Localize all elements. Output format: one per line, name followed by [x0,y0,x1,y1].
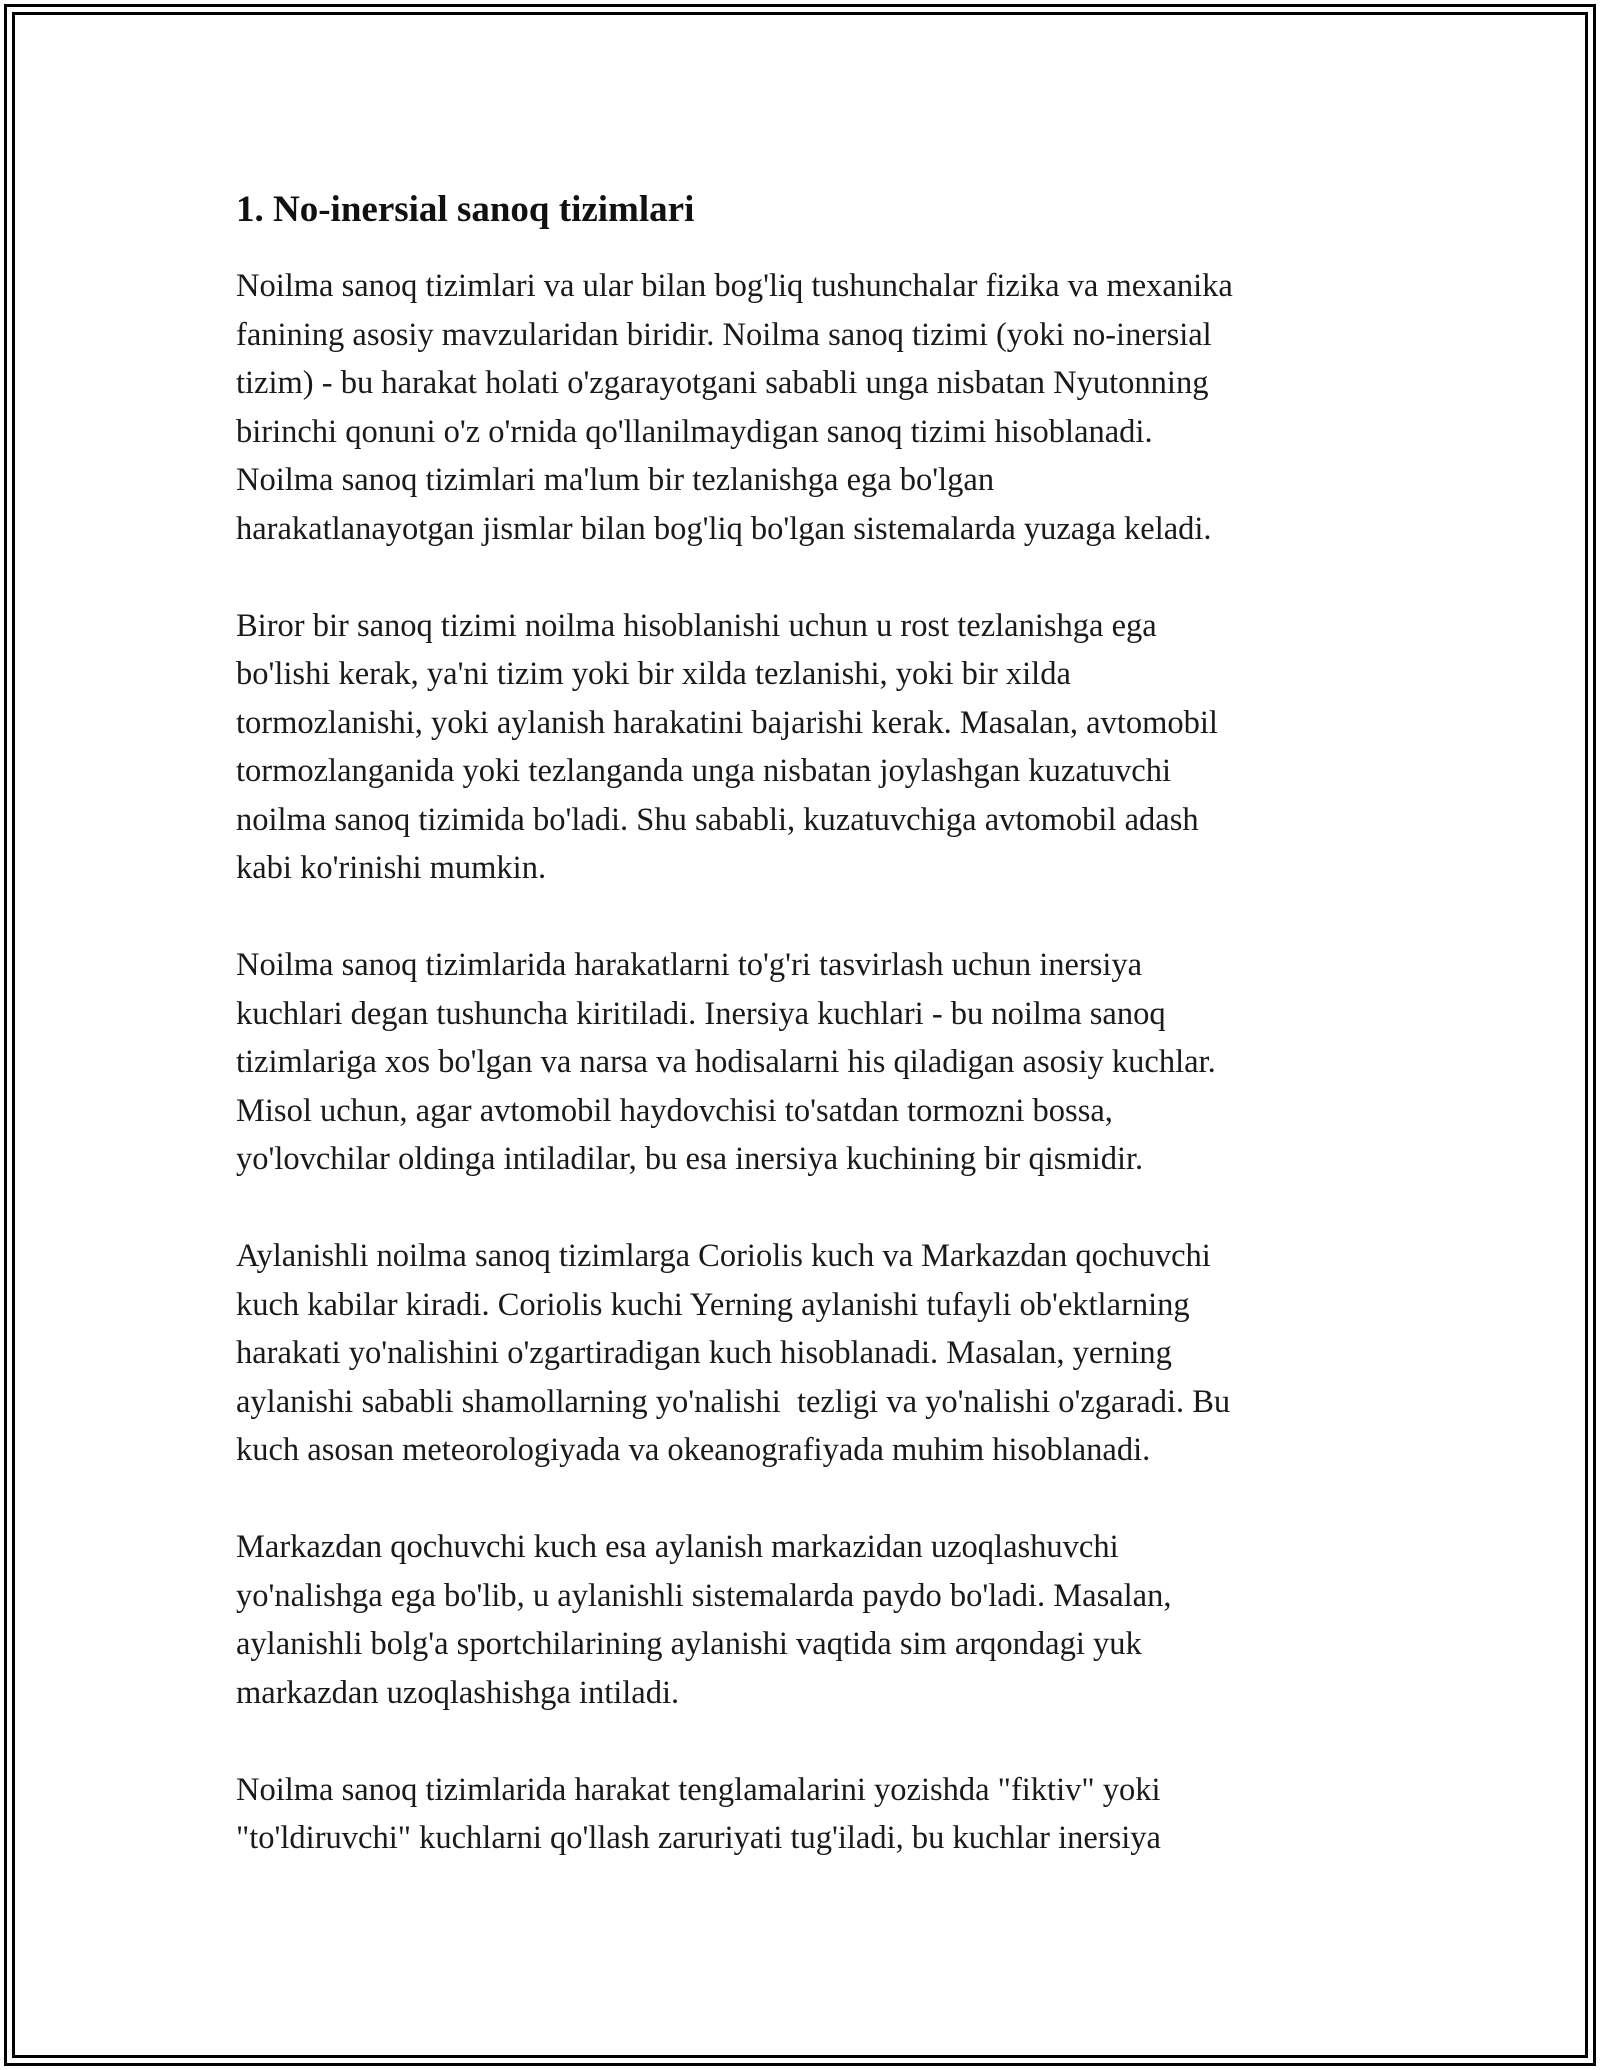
text-line: kuch kabilar kiradi. Coriolis kuchi Yerning aylanishi tufayli ob'ektlarning [236,1286,1190,1323]
text-line: aylanishli bolg'a sportchilarining aylanishi vaqtida sim arqondagi yuk [236,1626,1142,1662]
text-line: yo'lovchilar oldinga intiladilar, bu esa inersiya kuchining bir qismidir. [236,1141,1144,1177]
paragraph-4 [236,1232,1386,1475]
paragraph-1 [236,262,1386,553]
text-line: tormozlanganida yoki tezlanganda unga nisbatan joylashgan kuzatuvchi [236,753,1171,789]
text-line: kuch asosan meteorologiyada va okeanografiyada muhim hisoblanadi. [236,1432,1151,1468]
text-line: tormozlanishi, yoki aylanish harakatini bajarishi kerak. Masalan, avtomobil [236,704,1218,741]
text-line: Noilma sanoq tizimlari va ular bilan bog'liq tushunchalar fizika va mexanika [236,268,1233,304]
text-line: tizimlariga xos bo'lgan va narsa va hodisalarni his qiladigan asosiy kuchlar. [236,1044,1216,1080]
text-line: Noilma sanoq tizimlari ma'lum bir tezlanishga ega bo'lgan [236,462,995,498]
paragraph-2 [236,602,1386,893]
text-line: bo'lishi kerak, ya'ni tizim yoki bir xilda tezlanishi, yoki bir xilda [236,656,1071,692]
text-line: yo'nalishga ega bo'lib, u aylanishli sistemalarda paydo bo'ladi. Masalan, [236,1577,1172,1614]
text-line: Aylanishli noilma sanoq tizimlarga Coriolis kuch va Markazdan qochuvchi [236,1238,1211,1274]
text-line: harakati yo'nalishini o'zgartiradigan kuch hisoblanadi. Masalan, yerning [236,1335,1172,1371]
text-line: Noilma sanoq tizimlarida harakatlarni to'g'ri tasvirlash uchun inersiya [236,947,1143,983]
text-line: Markazdan qochuvchi kuch esa aylanish markazidan uzoqlashuvchi [236,1529,1119,1565]
paragraph-6 [236,1766,1386,1863]
document-body [236,186,1386,1911]
text-line: fanining asosiy mavzularidan biridir. Noilma sanoq tizimi (yoki no-inersial [236,316,1212,353]
text-line: "to'ldiruvchi" kuchlarni qo'llash zaruriyati tug'iladi, bu kuchlar inersiya [236,1820,1161,1856]
text-line: noilma sanoq tizimida bo'ladi. Shu sababli, kuzatuvchiga avtomobil adash [236,801,1199,838]
text-line: kuchlari degan tushuncha kiritiladi. Inersiya kuchlari - bu noilma sanoq [236,995,1166,1032]
text-line: Misol uchun, agar avtomobil haydovchisi to'satdan tormozni bossa, [236,1092,1113,1129]
text-line: markazdan uzoqlashishga intiladi. [236,1674,680,1711]
text-line: Biror bir sanoq tizimi noilma hisoblanishi uchun u rost tezlanishga ega [236,607,1157,644]
document-title: 1. No-inersial sanoq tizimlari [236,189,695,230]
text-line: kabi ko'rinishi mumkin. [236,850,547,886]
paragraph-3 [236,941,1386,1184]
paragraph-5 [236,1523,1386,1717]
text-line: birinchi qonuni o'z o'rnida qo'llanilmaydigan sanoq tizimi hisoblanadi. [236,413,1153,450]
text-line: aylanishi sababli shamollarning yo'nalishi tezligi va yo'nalishi o'zgaradi. Bu [236,1383,1231,1420]
text-line: Noilma sanoq tizimlarida harakat tenglamalarini yozishda "fiktiv" yoki [236,1771,1161,1808]
text-line: harakatlanayotgan jismlar bilan bog'liq bo'lgan sistemalarda yuzaga keladi. [236,510,1212,547]
text-line: tizim) - bu harakat holati o'zgarayotgani sababli unga nisbatan Nyutonning [236,365,1209,401]
